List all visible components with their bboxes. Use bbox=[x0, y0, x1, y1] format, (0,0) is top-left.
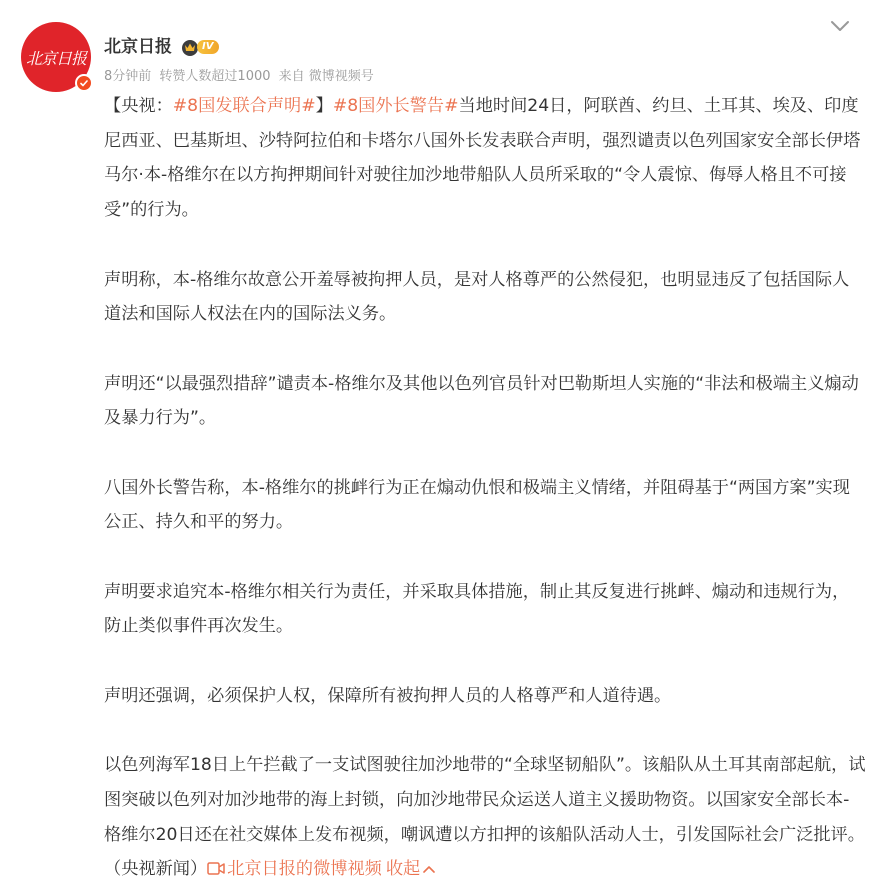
video-link[interactable] bbox=[207, 859, 382, 879]
paragraph-7-text: 以色列海军18日上午拦截了一支试图驶往加沙地带的“全球坚韧船队”。该船队从土耳其南部起航，试图突破以色列对加沙地带的海上封锁，向加沙地带民众运送人道主义援助物资。以国家安全部长本-格维尔20日还在社交媒体上发布视频，嘲讽遭以方扣押的该船队活动人士，引发国际社会广泛批评。（央视新闻） bbox=[104, 755, 866, 880]
avatar-container[interactable] bbox=[21, 22, 93, 94]
post-time[interactable]: 8分钟前 bbox=[104, 69, 152, 84]
repost-count: 转赞人数超过1000 bbox=[159, 69, 271, 84]
source-prefix: 【央视： bbox=[104, 96, 173, 116]
chevron-down-icon bbox=[830, 20, 850, 32]
paragraph-7 bbox=[104, 748, 866, 887]
chevron-up-icon bbox=[423, 865, 435, 873]
video-link-label: 北京日报的微博视频 bbox=[227, 859, 382, 880]
paragraph-4: 八国外长警告称，本-格维尔的挑衅行为正在煽动仇恨和极端主义情绪，并阻碍基于“两国方案”实现公正、持久和平的努力。 bbox=[104, 477, 850, 533]
post-meta bbox=[104, 67, 378, 87]
level-badge: IV bbox=[197, 40, 219, 54]
hashtag-foreign-ministers-warn[interactable]: #8国外长警告# bbox=[332, 96, 459, 116]
hashtag-joint-statement[interactable]: #8国发联合声明# bbox=[172, 96, 316, 116]
post-content bbox=[104, 89, 866, 887]
paragraph-3: 声明还“以最强烈措辞”谴责本-格维尔及其他以色列官员针对巴勒斯坦人实施的“非法和极端主义煽动及暴力行为”。 bbox=[104, 373, 859, 429]
paragraph-1 bbox=[104, 89, 866, 228]
paragraph-2: 声明称，本-格维尔故意公开羞辱被拘押人员，是对人格尊严的公然侵犯，也明显违反了包括国际人道法和国际人权法在内的国际法义务。 bbox=[104, 269, 850, 325]
vip-badge[interactable] bbox=[180, 38, 219, 56]
verified-badge-icon bbox=[75, 74, 93, 92]
author-name[interactable]: 北京日报 bbox=[104, 37, 172, 57]
paragraph-1-text: 当地时间24日，阿联酋、约旦、土耳其、埃及、印度尼西亚、巴基斯坦、沙特阿拉伯和卡塔尔八国外长发表联合声明，强烈谴责以色列国家安全部长伊塔马尔·本-格维尔在以方拘押期间针对驶往加沙地带船队人员所采取的“令人震惊、侮辱人格且不可接受”的行为。 bbox=[104, 96, 861, 221]
collapse-button[interactable] bbox=[386, 859, 435, 879]
collapse-label: 收起 bbox=[385, 859, 421, 880]
post-source[interactable]: 来自 微博视频号 bbox=[278, 69, 374, 84]
avatar-logo-text: 北京日报 bbox=[25, 48, 86, 68]
paragraph-5: 声明要求追究本-格维尔相关行为责任，并采取具体措施，制止其反复进行挑衅、煽动和违规行为，防止类似事件再次发生。 bbox=[104, 581, 850, 637]
paragraph-6: 声明还强调，必须保护人权，保障所有被拘押人员的人格尊严和人道待遇。 bbox=[104, 685, 672, 706]
video-icon bbox=[207, 861, 225, 876]
post-menu-button[interactable] bbox=[826, 14, 854, 38]
source-suffix: 】 bbox=[315, 96, 333, 116]
author-row bbox=[104, 36, 219, 58]
